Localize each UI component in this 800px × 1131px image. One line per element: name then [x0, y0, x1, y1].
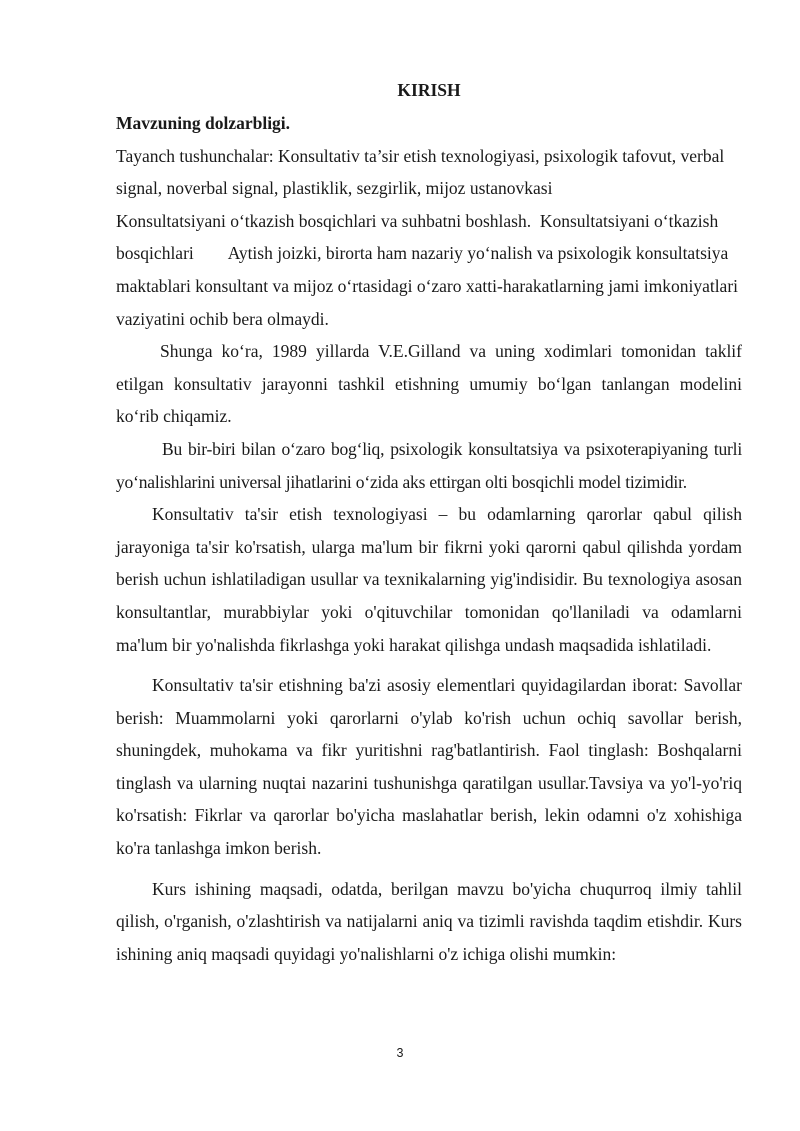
- paragraph-gilland-model: Shunga ko‘ra, 1989 yillarda V.E.Gilland va uning xodimlari tomonidan taklif etilgan konsultativ jarayonni tashkil etishning umumiy bo‘lgan tanlangan modelini ko‘rib chiqamiz.: [116, 341, 742, 427]
- section-heading: Mavzuning dolzarbligi.: [116, 113, 291, 133]
- paragraph-course-goal: Kurs ishining maqsadi, odatda, berilgan mavzu bo'yicha chuqurroq ilmiy tahlil qilish, o'rganish, o'zlashtirish va natijalarni aniq va tizimli ravishda taqdim etishdir. Kurs ishining aniq maqsadi quyidagi yo'nalishlarni o'z ichiga olishi mumkin:: [116, 878, 742, 964]
- paragraph-six-stage-model: Bu bir-biri bilan o‘zaro bog‘liq, psixologik konsultatsiya va psixoterapiyaning turli yo‘nalishlarini universal jihatlarini o‘zida aks ettirgan olti bosqichli model tizimidir.: [116, 438, 742, 492]
- page-title: KIRISH: [397, 80, 461, 100]
- page-number: 3: [396, 1046, 404, 1060]
- paragraph-consultation-stages: Konsultatsiyani o‘tkazish bosqichlari va suhbatni boshlash. Konsultatsiyani o‘tkazish bosqichlari Aytish joizki, birorta ham nazariy yo‘nalish va psixologik konsultatsiya maktablari konsultant va mijoz o‘rtasidagi o‘zaro xatti-harakatlarning jami imkoniyatlari vaziyatini ochib bera olmaydi.: [116, 210, 743, 329]
- paragraph-key-concepts: Tayanch tushunchalar: Konsultativ ta’sir etish texnologiyasi, psixologik tafovut, verbal signal, noverbal signal, plastiklik, sezgirlik, mijoz ustanovkasi: [116, 145, 725, 199]
- page-content: [116, 72, 742, 970]
- paragraph-key-elements: Konsultativ ta'sir etishning ba'zi asosiy elementlari quyidagilardan iborat: Savollar berish: Muammolarni yoki qarorlarni o'ylab ko'rish uchun ochiq savollar berish, shuningdek, muhokama va fikr yuritishni rag'batlantirish. Faol tinglash: Boshqalarni tinglash va ularning nuqtai nazarini tushunishga qaratilgan usullar.Tavsiya va yo'l-yo'riq ko'rsatish: Fikrlar va qarorlar bo'yicha maslahatlar berish, lekin odamni o'z xohishiga ko'ra tanlashga imkon berish.: [116, 675, 742, 859]
- paragraph-technology-definition: Konsultativ ta'sir etish texnologiyasi – bu odamlarning qarorlar qabul qilish jarayoniga ta'sir ko'rsatish, ularga ma'lum bir fikrni yoki qarorni qabul qilishda yordam berish uchun ishlatiladigan usullar va texnikalarning yig'indisidir. Bu texnologiya asosan konsultantlar, murabbiylar yoki o'qituvchilar tomonidan qo'llaniladi va odamlarni ma'lum bir yo'nalishda fikrlashga yoki harakat qilishga undash maqsadida ishlatiladi.: [116, 504, 742, 655]
